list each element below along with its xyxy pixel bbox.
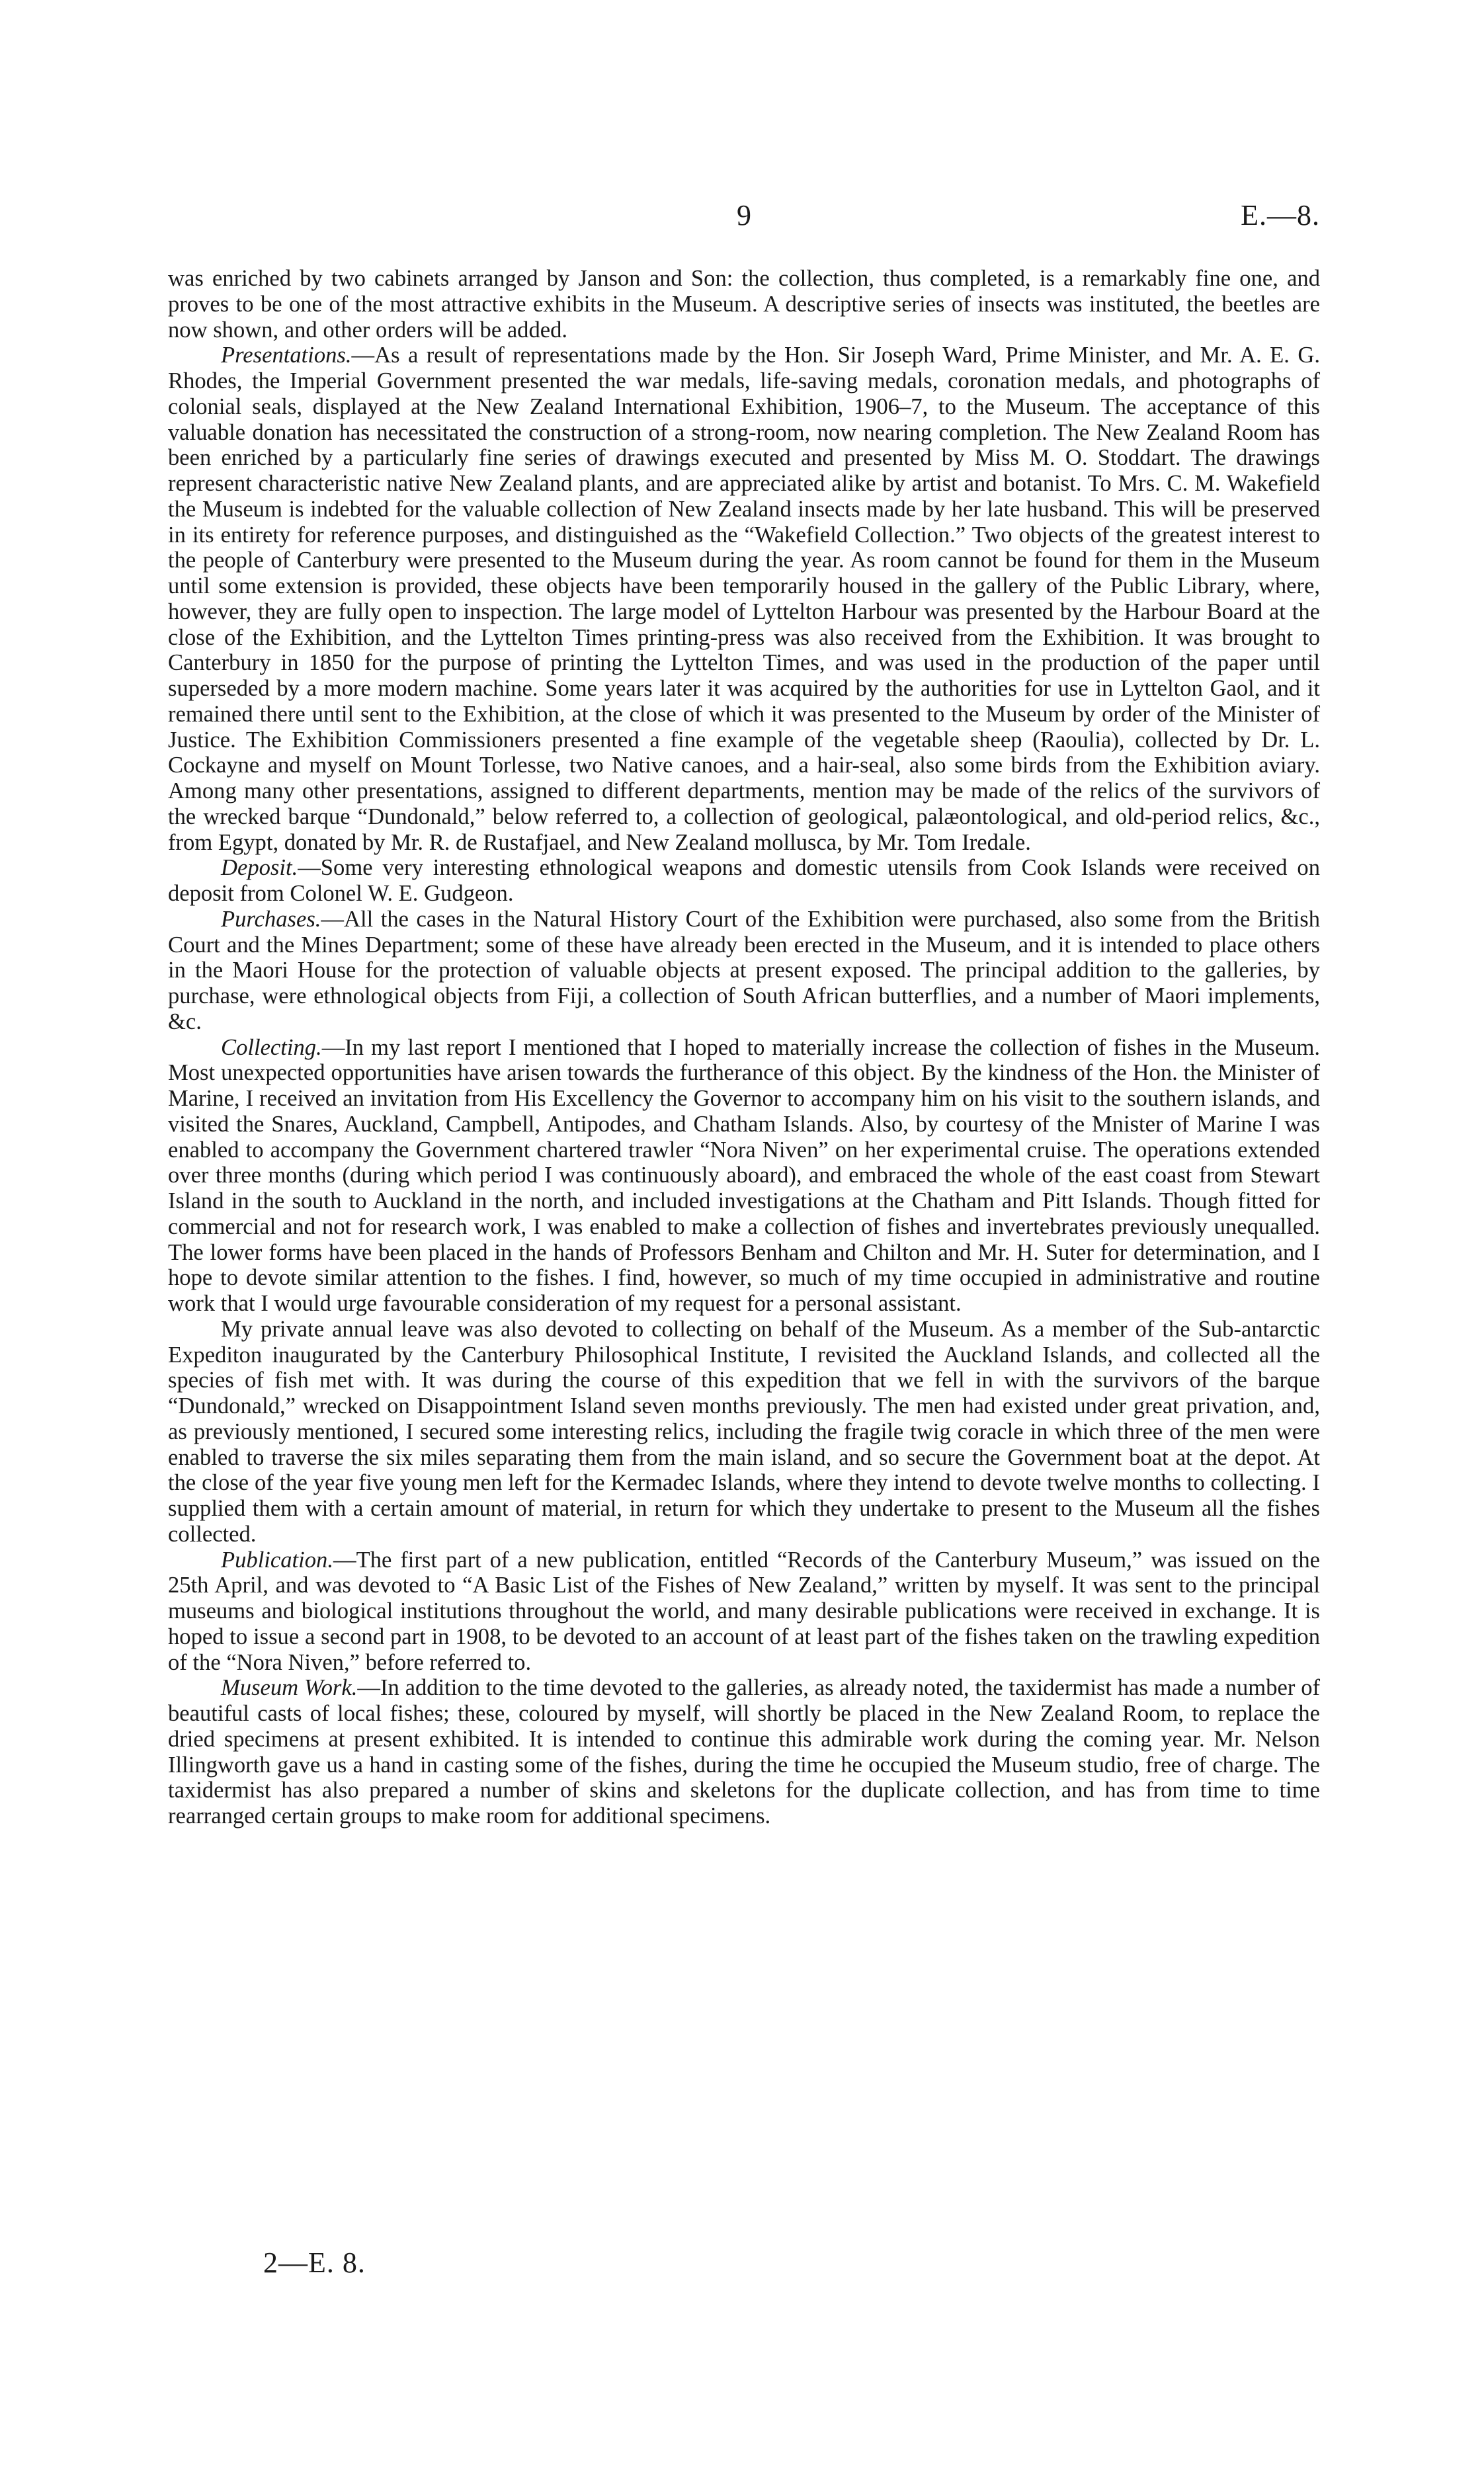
paragraph-private-leave [168, 1317, 1320, 1547]
paragraph-text: was enriched by two cabinets arranged by Janson and Son: the collection, thus completed, is a remarkably fine one, and proves to be one of the most attractive exhibits in the Museum. A descriptive series of insects was instituted, the beetles are now shown, and other orders will be added. [168, 266, 1320, 343]
paragraph-text: —All the cases in the Natural History Court of the Exhibition were purchased, also some from the British Court and the Mines Department; some of these have already been erected in the Museum, and it is intended to place others in the Maori House for the protection of valuable objects at present exposed. The principal addition to the galleries, by purchase, were ethnological objects from Fiji, a collection of South African butterflies, and a number of Maori implements, &c. [168, 906, 1320, 1034]
paragraph-collecting [168, 1035, 1320, 1317]
paragraph-museum-work [168, 1675, 1320, 1829]
section-heading-museum-work: Museum Work. [221, 1675, 358, 1701]
section-heading-presentations: Presentations. [221, 343, 352, 368]
sheet-signature: 2—E. 8. [263, 2246, 366, 2279]
paragraph-presentations [168, 343, 1320, 855]
section-heading-deposit: Deposit. [221, 855, 298, 881]
paragraph-purchases [168, 907, 1320, 1035]
document-code: E.—8. [1241, 199, 1320, 231]
paragraph-text: —In my last report I mentioned that I hoped to materially increase the collection of fishes in the Museum. Most unexpected opportunities have arisen towards the furtherance of this object. By the kindness of the Hon. the Minister of Marine, I received an invitation from His Excellency the Governor to accompany him on his visit to the southern islands, and visited the Snares, Auckland, Campbell, Antipodes, and Chatham Islands. Also, by courtesy of the Mnister of Marine I was enabled to accompany the Government chartered trawler “Nora Niven” on her experimental cruise. The operations extended over three months (during which period I was continuously aboard), and embraced the whole of the east coast from Stewart Island in the south to Auckland in the north, and included investigations at the Chatham and Pitt Islands. Though fitted for commercial and not for research work, I was enabled to make a collection of fishes and invertebrates previously unequalled. The lower forms have been placed in the hands of Professors Benham and Chilton and Mr. H. Suter for determination, and I hope to devote similar attention to the fishes. I find, however, so much of my time occupied in administrative and routine work that I would urge favourable consideration of my request for a personal assistant. [168, 1034, 1320, 1316]
paragraph-publication [168, 1547, 1320, 1676]
paragraph-deposit [168, 855, 1320, 907]
body-text [168, 266, 1320, 1829]
paragraph-insects-continued [168, 266, 1320, 343]
paragraph-text: —Some very interesting ethnological weapons and domestic utensils from Cook Islands were received on deposit from Colonel W. E. Gudgeon. [168, 855, 1320, 906]
section-heading-publication: Publication. [221, 1547, 333, 1573]
section-heading-purchases: Purchases. [221, 906, 321, 932]
section-heading-collecting: Collecting. [221, 1034, 322, 1060]
page-header [168, 198, 1320, 238]
paragraph-text: —The first part of a new publication, entitled “Records of the Canterbury Museum,” was issued on the 25th April, and was devoted to “A Basic List of the Fishes of New Zealand,” written by myself. It was sent to the principal museums and biological institutions throughout the world, and many desirable publications were received in exchange. It is hoped to issue a second part in 1908, to be devoted to an account of at least part of the fishes taken on the trawling expedition of the “Nora Niven,” before referred to. [168, 1547, 1320, 1675]
paragraph-text: —As a result of representations made by the Hon. Sir Joseph Ward, Prime Minister, and Mr. A. E. G. Rhodes, the Imperial Government presented the war medals, life-saving medals, coronation medals, and photographs of colonial seals, displayed at the New Zealand International Exhibition, 1906–7, to the Museum. The acceptance of this valuable donation has necessitated the construction of a strong-room, now nearing completion. The New Zealand Room has been enriched by a particularly fine series of drawings executed and presented by Miss M. O. Stoddart. The drawings represent characteristic native New Zealand plants, and are appreciated alike by artist and botanist. To Mrs. C. M. Wakefield the Museum is indebted for the valuable collection of New Zealand insects made by her late husband. This will be preserved in its entirety for reference purposes, and distinguished as the “Wakefield Collection.” Two objects of the greatest interest to the people of Canterbury were presented to the Museum during the year. As room cannot be found for them in the Museum until some extension is provided, these objects have been temporarily housed in the gallery of the Public Library, where, however, they are fully open to inspection. The large model of Lyttelton Harbour was presented by the Harbour Board at the close of the Exhibition, and the Lyttelton Times printing-press was also received from the Exhibition. It was brought to Canterbury in 1850 for the purpose of printing the Lyttelton Times, and was used in the production of the paper until superseded by a more modern machine. Some years later it was acquired by the authorities for use in Lyttelton Gaol, and it remained there until sent to the Exhibition, at the close of which it was presented to the Museum by order of the Minister of Justice. The Exhibition Commissioners presented a fine example of the vegetable sheep (Raoulia), collected by Dr. L. Cockayne and myself on Mount Torlesse, two Native canoes, and a hair-seal, also some birds from the Exhibition aviary. Among many other presentations, assigned to different departments, mention may be made of the relics of the survivors of the wrecked barque “Dundonald,” below referred to, a collection of geological, palæontological, and old-period relics, &c., from Egypt, donated by Mr. R. de Rustafjael, and New Zealand mollusca, by Mr. Tom Iredale. [168, 343, 1320, 855]
paragraph-text: My private annual leave was also devoted to collecting on behalf of the Museum. As a member of the Sub-antarctic Expediton inaugurated by the Canterbury Philosophical Institute, I revisited the Auckland Islands, and collected all the species of fish met with. It was during the course of this expedition that we fell in with the survivors of the barque “Dundonald,” wrecked on Disappointment Island seven months previously. The men had existed under great privation, and, as previously mentioned, I secured some interesting relics, including the fragile twig coracle in which three of the men were enabled to traverse the six miles separating them from the main island, and so secure the Government boat at the depot. At the close of the year five young men left for the Kermadec Islands, where they intend to devote twelve months to collecting. I supplied them with a certain amount of material, in return for which they undertake to present to the Museum all the fishes collected. [168, 1316, 1320, 1547]
paragraph-text: —In addition to the time devoted to the galleries, as already noted, the taxidermist has made a number of beautiful casts of local fishes; these, coloured by myself, will shortly be placed in the New Zealand Room, to replace the dried specimens at present exhibited. It is intended to continue this admirable work during the coming year. Mr. Nelson Illingworth gave us a hand in casting some of the fishes, during the time he occupied the Museum studio, free of charge. The taxidermist has also prepared a number of skins and skeletons for the duplicate collection, and has from time to time rearranged certain groups to make room for additional specimens. [168, 1675, 1321, 1829]
page-number: 9 [737, 199, 751, 231]
